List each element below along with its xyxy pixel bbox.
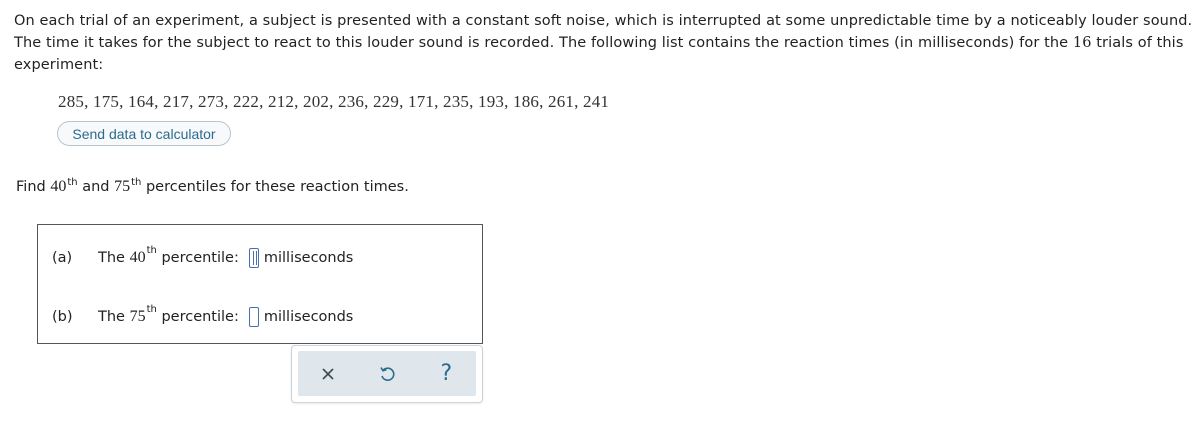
question-and: and xyxy=(77,179,115,195)
close-icon xyxy=(321,367,335,381)
answer-b-prompt xyxy=(98,304,239,326)
ordinal-suffix: th xyxy=(67,177,78,188)
clear-button[interactable] xyxy=(310,356,346,392)
part-label-a: (a) xyxy=(52,250,73,266)
answer-b-unit: milliseconds xyxy=(263,309,354,325)
answer-a-prompt xyxy=(98,245,239,267)
answer-row-b xyxy=(52,305,353,329)
answer-b-input[interactable] xyxy=(249,307,259,327)
problem-text-end: trials of this experiment: xyxy=(14,35,1184,73)
problem-text: On each trial of an experiment, a subject is presented with a constant soft noise, which is interrupted at some unpredictable time by a noticeably louder sound. The time it takes for the subject to react to this louder sound is recorded. The following list contains the reaction times (in milliseconds) for the xyxy=(14,13,1193,51)
undo-icon xyxy=(378,365,396,383)
send-data-to-calculator-button[interactable]: Send data to calculator xyxy=(57,121,231,146)
answer-toolbar xyxy=(291,345,483,403)
ordinal-suffix: th xyxy=(146,245,157,256)
answer-a-prefix: The xyxy=(98,250,130,266)
answer-panel xyxy=(37,224,483,344)
answer-a-unit: milliseconds xyxy=(263,250,354,266)
trials-count: 16 xyxy=(1072,35,1092,51)
percentile-75: 75 xyxy=(114,178,131,195)
answer-b-suffix: percentile: xyxy=(156,309,239,325)
answer-b-percent: 75 xyxy=(129,308,146,325)
answer-a-percent: 40 xyxy=(129,249,146,266)
answer-a-suffix: percentile: xyxy=(156,250,239,266)
help-button[interactable]: ? xyxy=(440,361,453,386)
ordinal-suffix: th xyxy=(131,177,142,188)
ordinal-suffix: th xyxy=(146,304,157,315)
question-rest: percentiles for these reaction times. xyxy=(141,179,409,195)
answer-a-input[interactable] xyxy=(249,248,259,268)
question-prompt xyxy=(16,172,409,202)
problem-statement xyxy=(14,10,1194,76)
percentile-40: 40 xyxy=(50,178,67,195)
toolbar-buttons xyxy=(298,351,476,396)
answer-b-prefix: The xyxy=(98,309,130,325)
question-find: Find xyxy=(16,179,51,195)
reaction-times-list: 285, 175, 164, 217, 273, 222, 212, 202, 236, 229, 171, 235, 193, 186, 261, 241 xyxy=(58,92,610,111)
answer-row-a xyxy=(52,246,353,270)
part-label-b: (b) xyxy=(52,309,73,325)
undo-button[interactable] xyxy=(369,356,405,392)
